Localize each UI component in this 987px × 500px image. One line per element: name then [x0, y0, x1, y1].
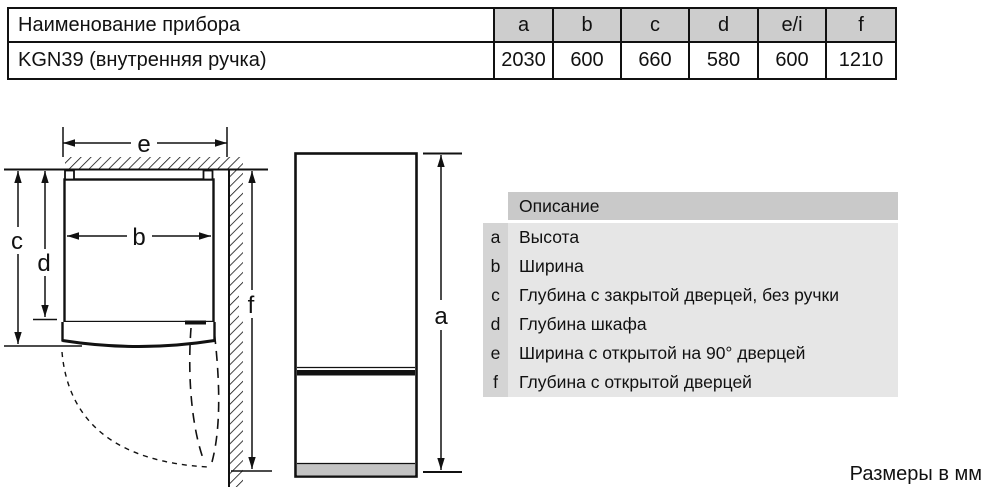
legend-row-b [483, 252, 898, 281]
legend-key: b [483, 252, 508, 281]
legend-row-e [483, 339, 898, 368]
spec-table-value-ei: 600 [758, 42, 826, 79]
fridge-outline [296, 154, 417, 477]
legend-key: f [483, 368, 508, 397]
spec-table-value-c: 660 [621, 42, 689, 79]
front-view [296, 154, 463, 477]
legend-table [483, 192, 898, 397]
legend-row-a [483, 223, 898, 252]
dim-label-d: d [37, 250, 51, 277]
spec-table-col-a: a [494, 8, 553, 42]
dim-label-a: a [434, 303, 448, 330]
spec-table-value-a: 2030 [494, 42, 553, 79]
wall-hatch-side [230, 169, 244, 487]
legend-desc: Глубина с открытой дверцей [508, 368, 898, 397]
legend-key: d [483, 310, 508, 339]
door-swing-arc [62, 352, 208, 467]
units-note: Размеры в мм [849, 463, 982, 485]
legend-header-spacer [483, 192, 508, 220]
legend-desc: Ширина [508, 252, 898, 281]
spec-table-value-d: 580 [689, 42, 758, 79]
legend-key: c [483, 281, 508, 310]
dim-d [32, 171, 58, 320]
legend-title: Описание [508, 192, 898, 220]
spec-table-value-b: 600 [553, 42, 621, 79]
dim-label-e: e [137, 131, 151, 158]
legend-header-row [483, 192, 898, 220]
spec-table-model-name: KGN39 (внутренняя ручка) [8, 42, 494, 79]
spec-table-col-f: f [826, 8, 896, 42]
plinth [297, 464, 415, 476]
spec-table-col-b: b [553, 8, 621, 42]
legend-key: a [483, 223, 508, 252]
spec-table-value-f: 1210 [826, 42, 896, 79]
dim-label-f: f [247, 292, 255, 319]
hinge-right [204, 171, 213, 180]
hinge-left [65, 171, 74, 180]
door-divider-band [297, 370, 415, 376]
spec-table-col-c: c [621, 8, 689, 42]
legend-key: e [483, 339, 508, 368]
dim-a [423, 154, 462, 473]
legend-row-d [483, 310, 898, 339]
spec-table-col-d: d [689, 8, 758, 42]
dim-label-c: c [11, 228, 23, 255]
spec-table-col-ei: e/i [758, 8, 826, 42]
legend-desc: Глубина шкафа [508, 310, 898, 339]
legend-desc: Высота [508, 223, 898, 252]
legend-row-f [483, 368, 898, 397]
spec-table-name-header: Наименование прибора [8, 8, 494, 42]
wall-hatch-top [65, 157, 243, 169]
legend-desc: Ширина с открытой на 90° дверцей [508, 339, 898, 368]
dim-label-b: b [132, 224, 146, 251]
top-view [4, 127, 272, 487]
legend-desc: Глубина с закрытой дверцей, без ручки [508, 281, 898, 310]
dim-e [63, 127, 227, 158]
door-open-dashed [190, 328, 219, 462]
legend-row-c [483, 281, 898, 310]
